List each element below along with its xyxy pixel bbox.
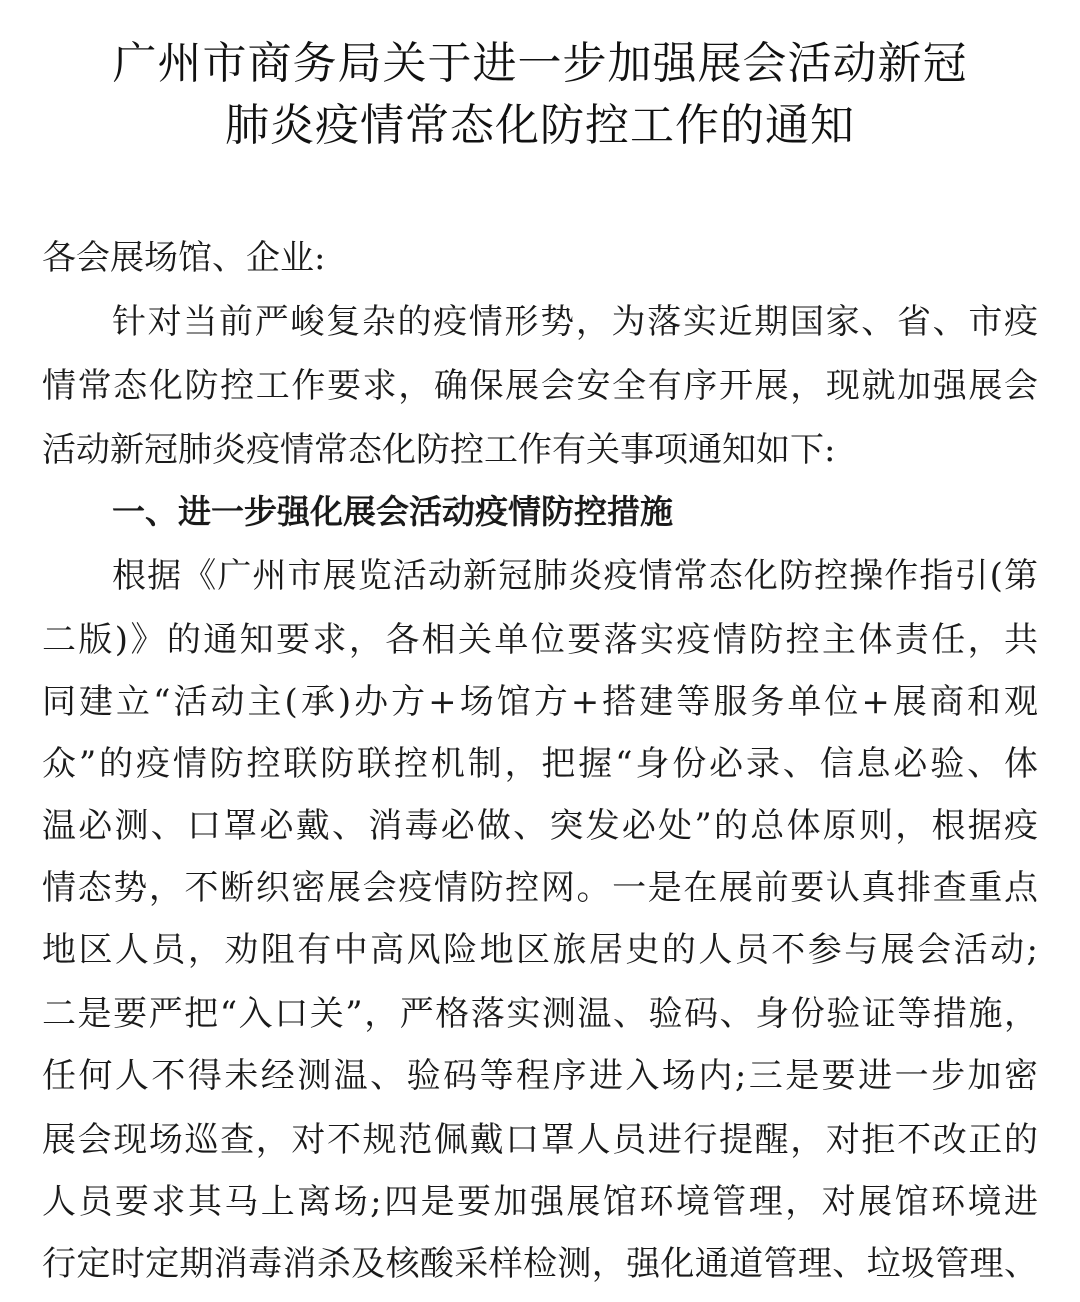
paragraph-line: 地区人员，劝阻有中高风险地区旅居史的人员不参与展会活动; — [42, 930, 1038, 970]
paragraph-line: 行定时定期消毒消杀及核酸采样检测，强化通道管理、垃圾管理、 — [42, 1244, 1038, 1284]
salutation: 各会展场馆、企业: — [42, 238, 326, 278]
paragraph-line: 众”的疫情防控联防联控机制，把握“身份必录、信息必验、体 — [42, 744, 1038, 784]
paragraph-line: 针对当前严峻复杂的疫情形势，为落实近期国家、省、市疫 — [112, 302, 1038, 342]
paragraph-line: 二版)》的通知要求，各相关单位要落实疫情防控主体责任，共 — [42, 620, 1038, 660]
paragraph-line: 人员要求其马上离场;四是要加强展馆环境管理，对展馆环境进 — [42, 1182, 1038, 1222]
paragraph-line: 情态势，不断织密展会疫情防控网。一是在展前要认真排查重点 — [42, 868, 1038, 908]
paragraph-line: 活动新冠肺炎疫情常态化防控工作有关事项通知如下: — [42, 430, 836, 470]
paragraph-line: 二是要严把“入口关”，严格落实测温、验码、身份验证等措施， — [42, 994, 1038, 1034]
paragraph-line: 情常态化防控工作要求，确保展会安全有序开展，现就加强展会 — [42, 366, 1038, 406]
paragraph-line: 根据《广州市展览活动新冠肺炎疫情常态化防控操作指引(第 — [112, 556, 1038, 596]
paragraph-line: 展会现场巡查，对不规范佩戴口罩人员进行提醒，对拒不改正的 — [42, 1120, 1038, 1160]
section-heading: 一、进一步强化展会活动疫情防控措施 — [112, 492, 673, 531]
document-title-line-2: 肺炎疫情常态化防控工作的通知 — [225, 100, 855, 151]
paragraph-line: 任何人不得未经测温、验码等程序进入场内;三是要进一步加密 — [42, 1056, 1038, 1096]
paragraph-line: 同建立“活动主(承)办方+场馆方+搭建等服务单位+展商和观 — [42, 682, 1038, 722]
document-title-line-1: 广州市商务局关于进一步加强展会活动新冠 — [112, 38, 968, 89]
paragraph-line: 温必测、口罩必戴、消毒必做、突发必处”的总体原则，根据疫 — [42, 806, 1038, 846]
